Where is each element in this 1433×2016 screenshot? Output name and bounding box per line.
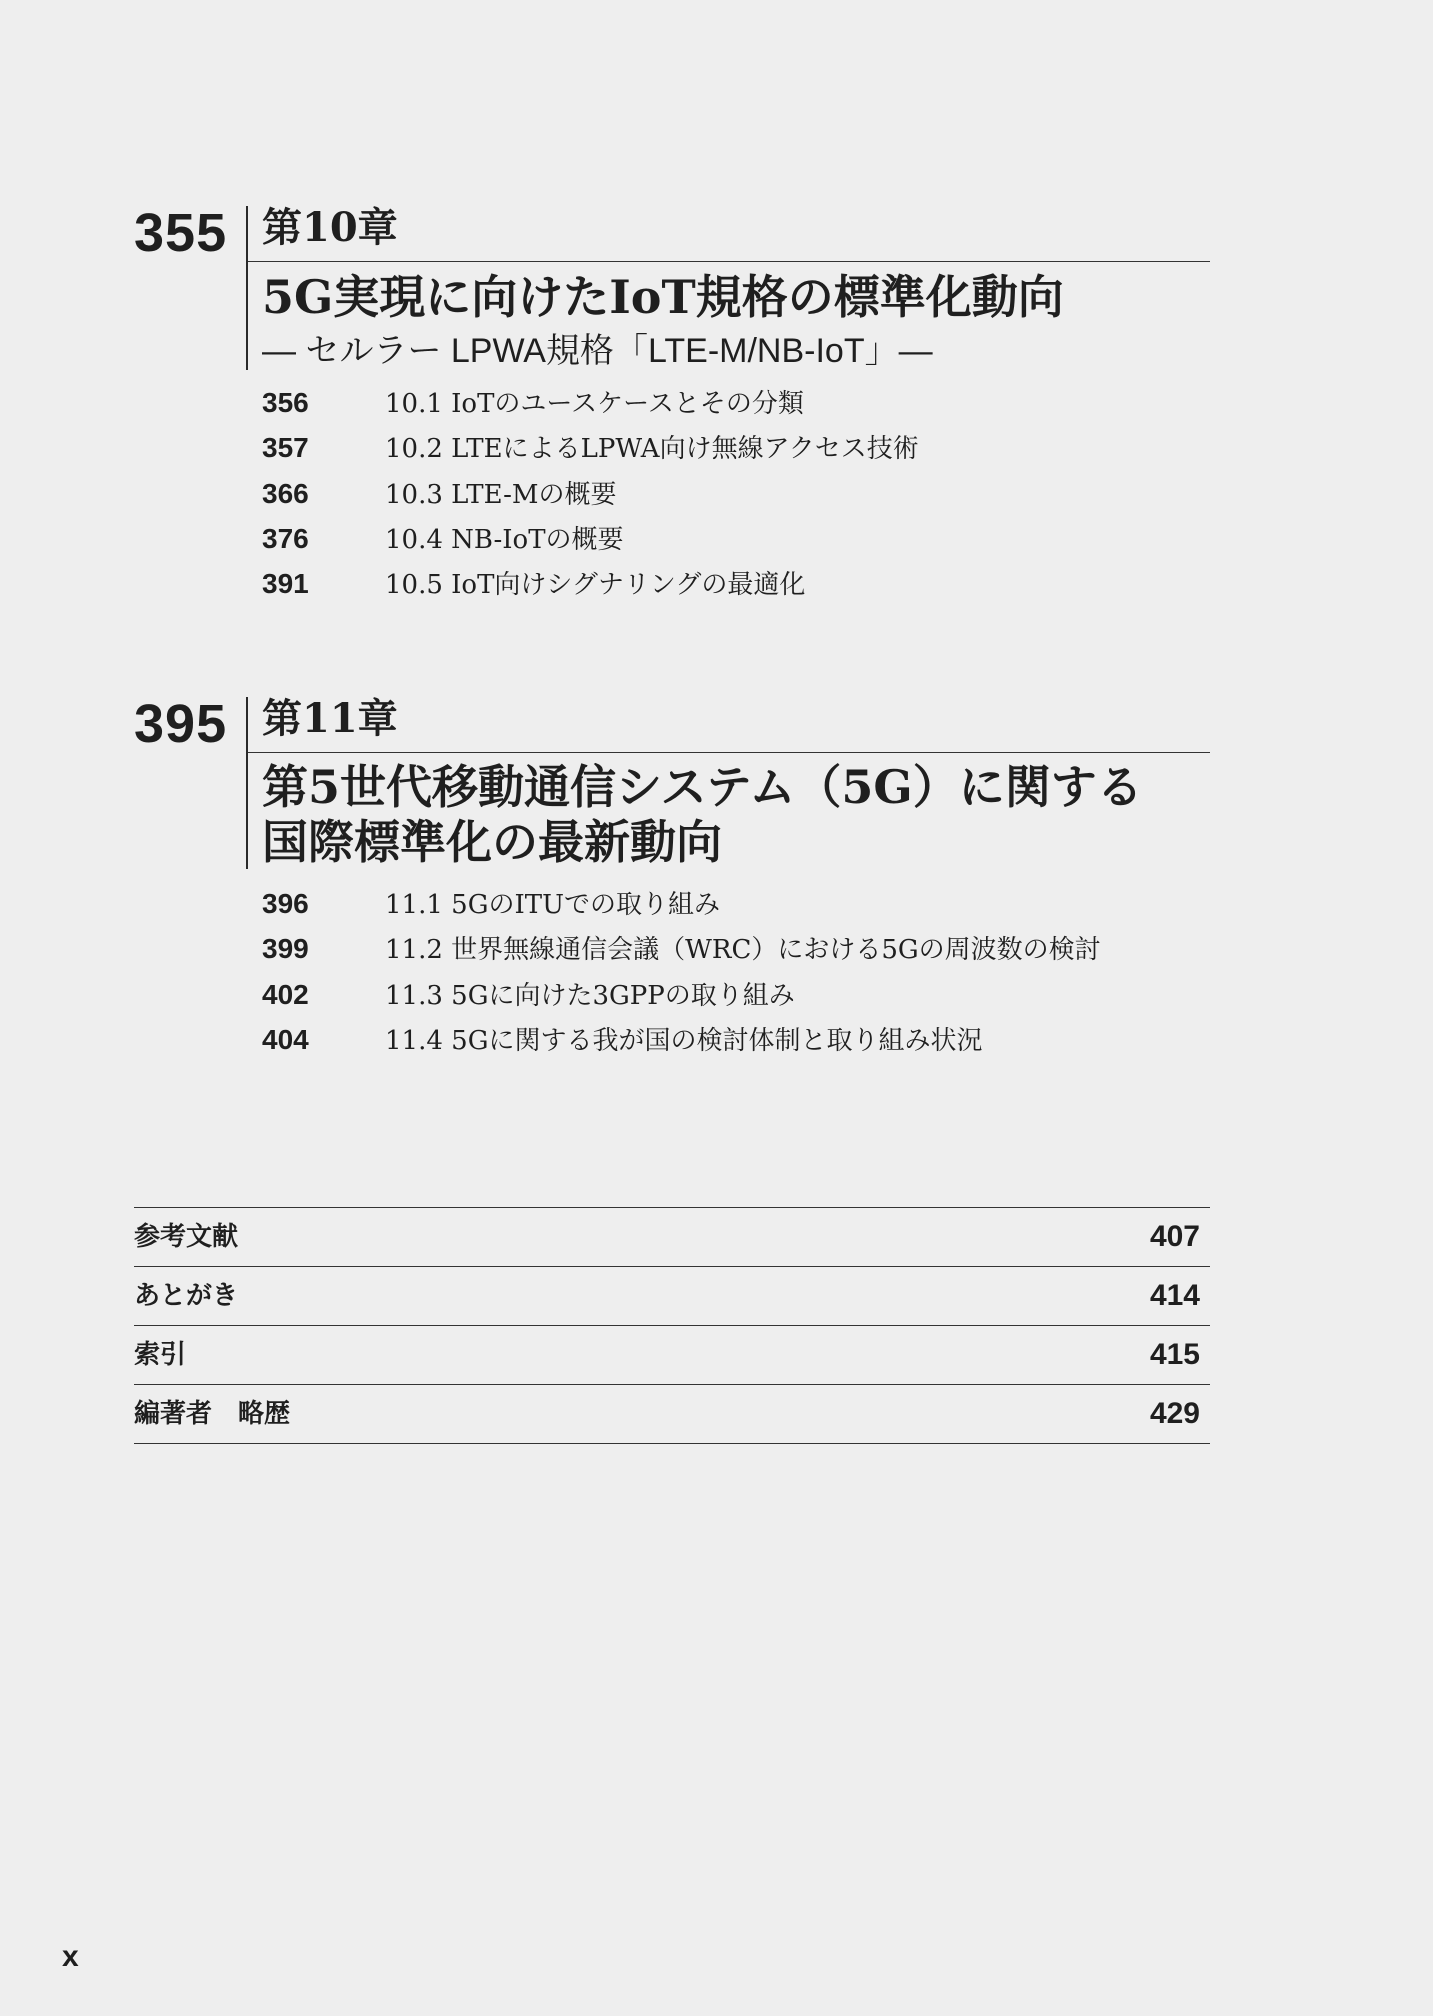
backmatter-page-number: 415 [1149, 1338, 1200, 1371]
section-title: 10.1 IoTのユースケースとその分類 [385, 389, 804, 419]
section-title: 11.2 世界無線通信会議（WRC）における5Gの周波数の検討 [385, 935, 1101, 966]
backmatter-page-number: 429 [1149, 1397, 1200, 1430]
chapter-label: 第10章 [262, 204, 398, 251]
chapter-divider-vertical [246, 206, 248, 370]
backmatter-item-index[interactable] [134, 1326, 1210, 1385]
chapter-page-number[interactable]: 395 [134, 694, 228, 754]
page-folio: x [62, 1940, 79, 1973]
section-page-number: 357 [262, 432, 309, 464]
chapter-title-line-2[interactable]: 国際標準化の最新動向 [262, 815, 722, 869]
backmatter-item-references[interactable] [134, 1208, 1210, 1267]
section-title: 10.2 LTEによるLPWA向け無線アクセス技術 [385, 434, 919, 465]
section-page-number: 399 [262, 933, 309, 965]
section-page-number: 396 [262, 888, 309, 919]
backmatter-item-author-bio[interactable] [134, 1385, 1210, 1444]
chapter-label: 第11章 [262, 695, 398, 742]
chapter-11 [134, 694, 1210, 1077]
section-page-number: 376 [262, 522, 309, 554]
backmatter-item-afterword[interactable] [134, 1267, 1210, 1326]
section-title: 11.4 5Gに関する我が国の検討体制と取り組み状況 [385, 1025, 983, 1056]
chapter-divider-horizontal [248, 752, 1210, 753]
section-page-number: 356 [262, 387, 309, 418]
chapter-10 [134, 203, 1210, 626]
backmatter-list [134, 1207, 1210, 1444]
chapter-subtitle: ― セルラー LPWA規格「LTE-M/NB-IoT」― [262, 332, 933, 370]
section-title: 10.4 NB-IoTの概要 [385, 524, 624, 555]
chapter-divider-vertical [246, 697, 248, 869]
chapter-page-number[interactable]: 355 [134, 203, 228, 263]
section-page-number: 391 [262, 568, 309, 600]
backmatter-label: 編著者 略歴 [134, 1399, 291, 1429]
section-page-number: 404 [262, 1023, 309, 1055]
chapter-title[interactable]: 5G実現に向けたIoT規格の標準化動向 [262, 270, 1064, 324]
section-title: 10.5 IoT向けシグナリングの最適化 [385, 570, 806, 601]
backmatter-page-number: 407 [1149, 1220, 1200, 1253]
backmatter-page-number: 414 [1149, 1279, 1200, 1312]
backmatter-label: あとがき [134, 1281, 239, 1311]
section-title: 11.1 5GのITUでの取り組み [385, 890, 720, 920]
backmatter-label: 索引 [134, 1340, 187, 1370]
section-title: 10.3 LTE-Mの概要 [385, 479, 617, 510]
section-title: 11.3 5Gに向けた3GPPの取り組み [385, 980, 795, 1011]
chapter-divider-horizontal [248, 261, 1210, 262]
section-page-number: 366 [262, 477, 309, 509]
backmatter-label: 参考文献 [134, 1222, 239, 1252]
chapter-title-line-1[interactable]: 第5世代移動通信システム（5G）に関する [262, 760, 1143, 814]
section-page-number: 402 [262, 978, 309, 1010]
